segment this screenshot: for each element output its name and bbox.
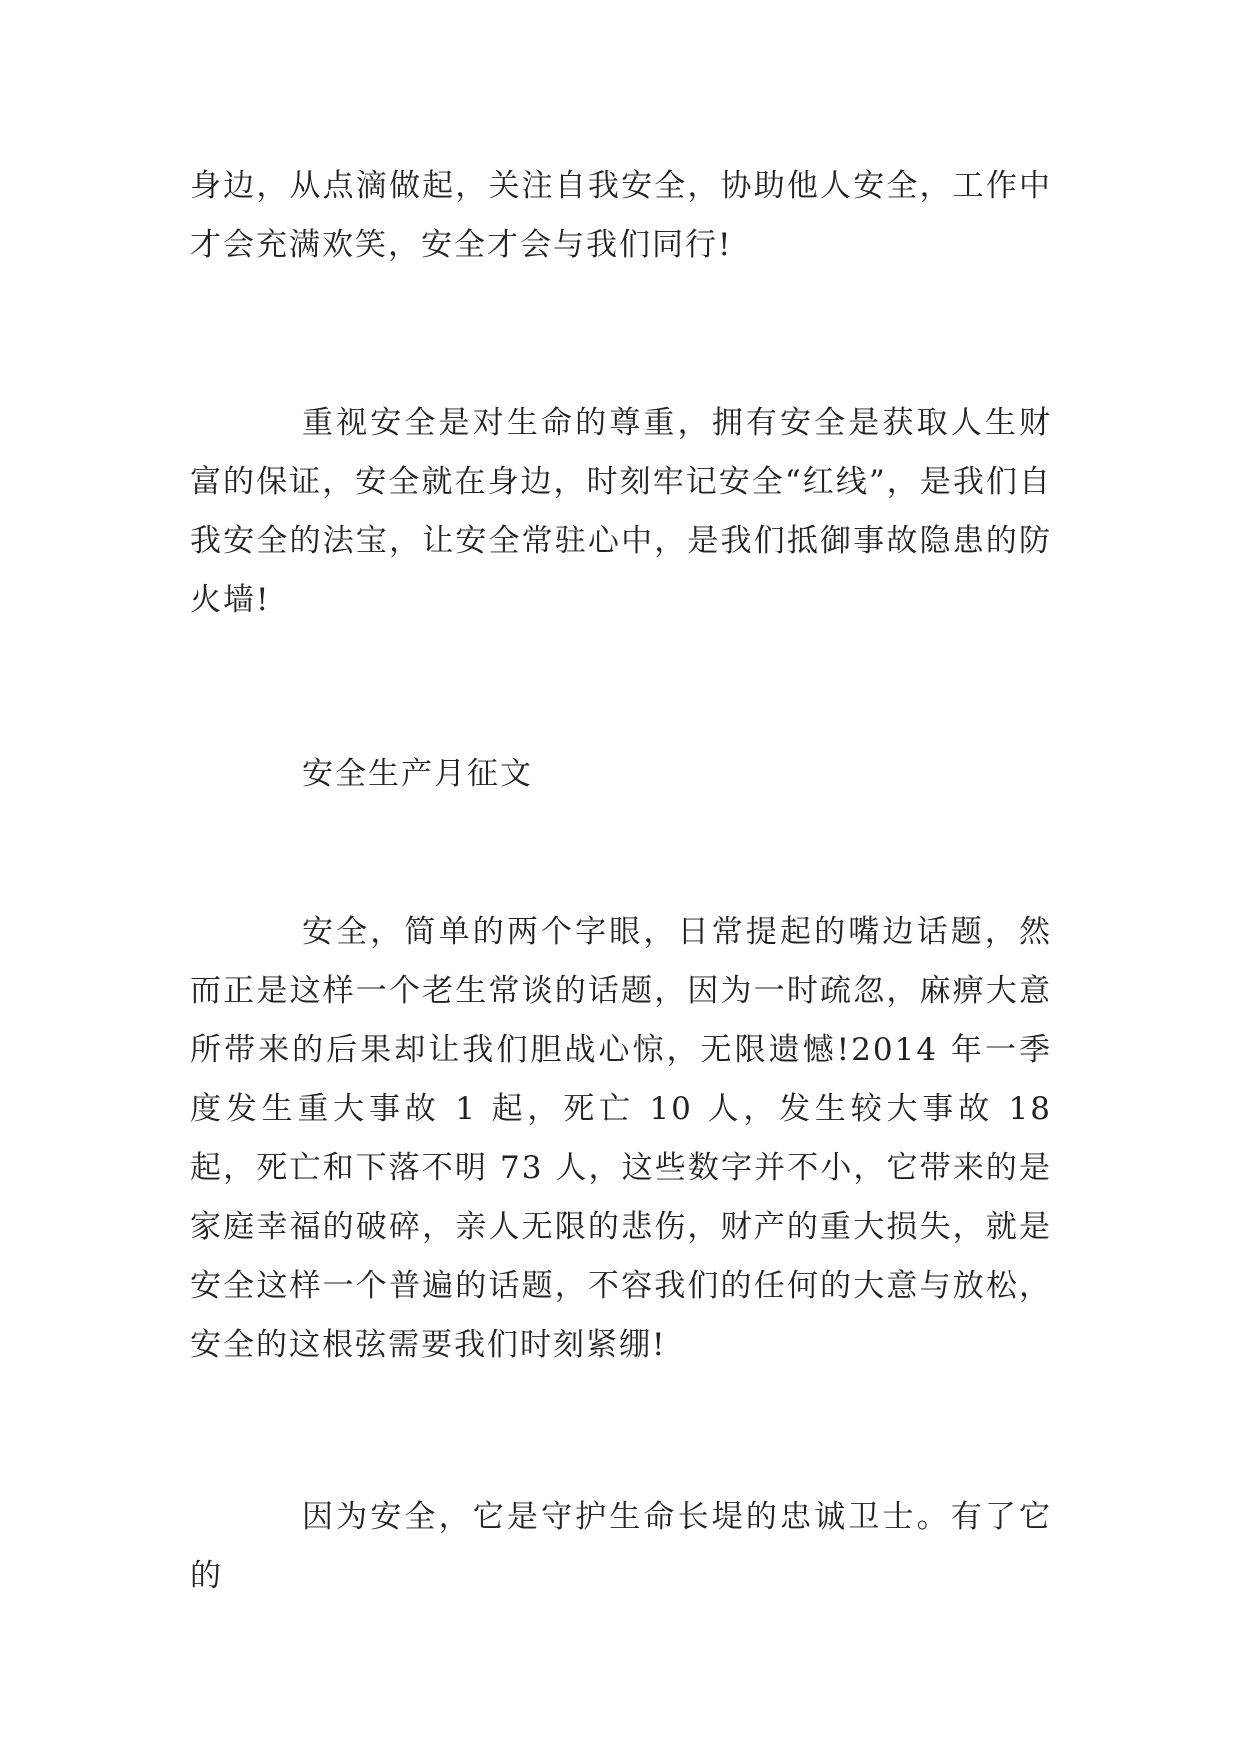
paragraph-respect-safety: 重视安全是对生命的尊重，拥有安全是获取人生财富的保证，安全就在身边，时刻牢记安全“红线”，是我们自我安全的法宝，让安全常驻心中，是我们抵御事故隐患的防火墙! xyxy=(190,405,1052,618)
paragraph-safety-guardian: 因为安全，它是守护生命长堤的忠诚卫士。有了它的 xyxy=(190,1499,1052,1594)
paragraph-safety-statistics: 安全，简单的两个字眼，日常提起的嘴边话题，然而正是这样一个老生常谈的话题，因为一时疏忽，麻痹大意所带来的后果却让我们胆战心惊，无限遗憾!2014 年一季度发生重大事故 1 起，死亡 10 人，发生较大事故 18 起，死亡和下落不明 73 人，这些数字并不小，它带来的是家庭幸福的破碎，亲人无限的悲伤，财产的重大损失，就是安全这样一个普遍的话题，不容我们的任何的大意与放松，安全的这根弦需要我们时刻紧绷! xyxy=(190,914,1052,1363)
essay-title: 安全生产月征文 xyxy=(302,756,533,792)
paragraph-continuation: 身边，从点滴做起，关注自我安全，协助他人安全，工作中才会充满欢笑，安全才会与我们同行! xyxy=(190,168,1052,263)
